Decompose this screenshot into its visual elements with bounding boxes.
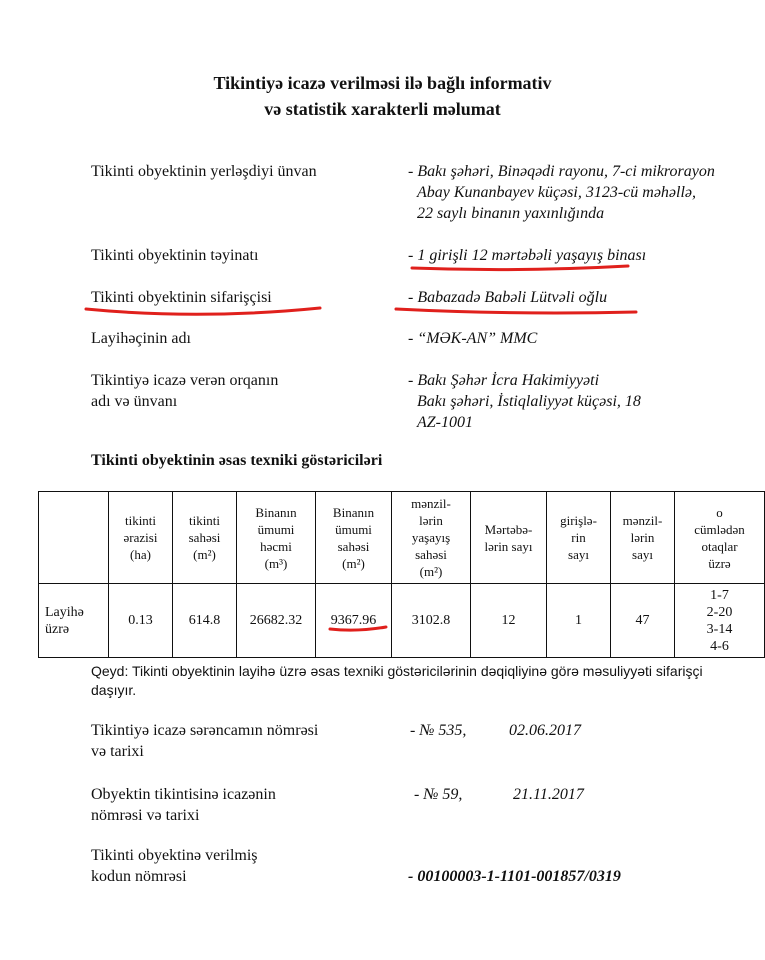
table-note (91, 662, 751, 700)
header-cell-entrances: girişlə- rin sayı (547, 492, 611, 584)
header-cell-volume: Binanın ümumi həcmi (m³) (237, 492, 316, 584)
cell-total-area: 9367.96 (316, 584, 392, 658)
title-line-1: Tikintiyə icazə verilməsi ilə bağlı informativ (213, 73, 552, 93)
code-label (91, 845, 258, 887)
header-cell-empty (39, 492, 109, 584)
cell-living-area: 3102.8 (392, 584, 471, 658)
note-line-2: daşıyır. (91, 682, 137, 698)
underline-purpose (412, 266, 628, 270)
cell-volume: 26682.32 (237, 584, 316, 658)
header-cell-floors: Mərtəbə- lərin sayı (471, 492, 547, 584)
cell-rooms (675, 584, 765, 658)
cell-floors: 12 (471, 584, 547, 658)
rooms-3: 3-14 (706, 621, 733, 637)
tech-indicators-table (38, 491, 765, 658)
customer-label: Tikinti obyektinin sifarişçisi (91, 289, 272, 306)
designer-label: Layihəçinin adı (91, 330, 191, 347)
purpose-value: - 1 girişli 12 mərtəbəli yaşayış binası (408, 247, 647, 264)
permit-number: - № 59, (414, 786, 463, 803)
header-cell-living-area: mənzil- lərin yaşayış sahəsi (m²) (392, 492, 471, 584)
rooms-4: 4-6 (710, 638, 729, 654)
issuer-value-line-1: - Bakı Şəhər İcra Hakimiyyəti (408, 372, 600, 389)
address-value (408, 161, 758, 224)
tech-section-title: Tikinti obyektinin əsas texniki göstəriciləri (91, 452, 383, 469)
designer-value: - “MƏK-AN” MMC (408, 330, 538, 347)
issuer-label-line-1: Tikintiyə icazə verən orqanın (91, 372, 279, 389)
order-label-line-1: Tikintiyə icazə sərəncamın nömrəsi (91, 722, 319, 739)
order-date: 02.06.2017 (509, 722, 581, 739)
document-title (0, 70, 765, 122)
row-label: Layihə üzrə (39, 584, 109, 658)
cell-entrances: 1 (547, 584, 611, 658)
table-row (39, 584, 765, 658)
code-label-line-1: Tikinti obyektinə verilmiş (91, 847, 258, 864)
order-label-line-2: və tarixi (91, 743, 144, 760)
permit-label-line-2: nömrəsi və tarixi (91, 807, 200, 824)
cell-area-ha: 0.13 (109, 584, 173, 658)
header-cell-apartments: mənzil- lərin sayı (611, 492, 675, 584)
title-line-2: və statistik xarakterli məlumat (264, 99, 501, 119)
header-cell-rooms: o cümlədən otaqlar üzrə (675, 492, 765, 584)
note-line-1: Qeyd: Tikinti obyektinin layihə üzrə əsas texniki göstəricilərinin dəqiqliyinə görə məsuliyyəti sifarişçi (91, 663, 703, 679)
permit-date: 21.11.2017 (513, 786, 584, 803)
underline-customer-value (396, 309, 636, 313)
permit-label-line-1: Obyektin tikintisinə icazənin (91, 786, 276, 803)
customer-value: - Babazadə Babəli Lütvəli oğlu (408, 289, 608, 306)
cell-apartments: 47 (611, 584, 675, 658)
table-header-row (39, 492, 765, 584)
cell-building-area: 614.8 (173, 584, 237, 658)
issuer-label-line-2: adı və ünvanı (91, 393, 178, 410)
code-value: - 00100003-1-1101-001857/0319 (408, 868, 621, 885)
issuer-value-line-2: Bakı şəhəri, İstiqlaliyyət küçəsi, 18 (417, 393, 641, 410)
header-cell-area-ha: tikinti ərazisi (ha) (109, 492, 173, 584)
address-value-line-1: - Bakı şəhəri, Binəqədi rayonu, 7-ci mikrorayon (408, 163, 715, 180)
permit-label (91, 784, 276, 826)
order-label (91, 720, 318, 762)
header-cell-building-area: tikinti sahəsi (m²) (173, 492, 237, 584)
header-cell-total-area: Binanın ümumi sahəsi (m²) (316, 492, 392, 584)
address-value-line-3: 22 saylı binanın yaxınlığında (417, 205, 605, 222)
code-label-line-2: kodun nömrəsi (91, 868, 187, 885)
rooms-2: 2-20 (706, 604, 733, 620)
address-label: Tikinti obyektinin yerləşdiyi ünvan (91, 163, 317, 180)
rooms-1: 1-7 (710, 587, 729, 603)
order-number: - № 535, (410, 722, 467, 739)
issuer-value-line-3: AZ-1001 (417, 414, 473, 431)
underline-customer-label (86, 308, 320, 314)
issuer-label (91, 370, 391, 412)
address-value-line-2: Abay Kunanbayev küçəsi, 3123-cü məhəllə, (417, 184, 697, 201)
issuer-value (408, 370, 758, 433)
purpose-label: Tikinti obyektinin təyinatı (91, 247, 259, 264)
